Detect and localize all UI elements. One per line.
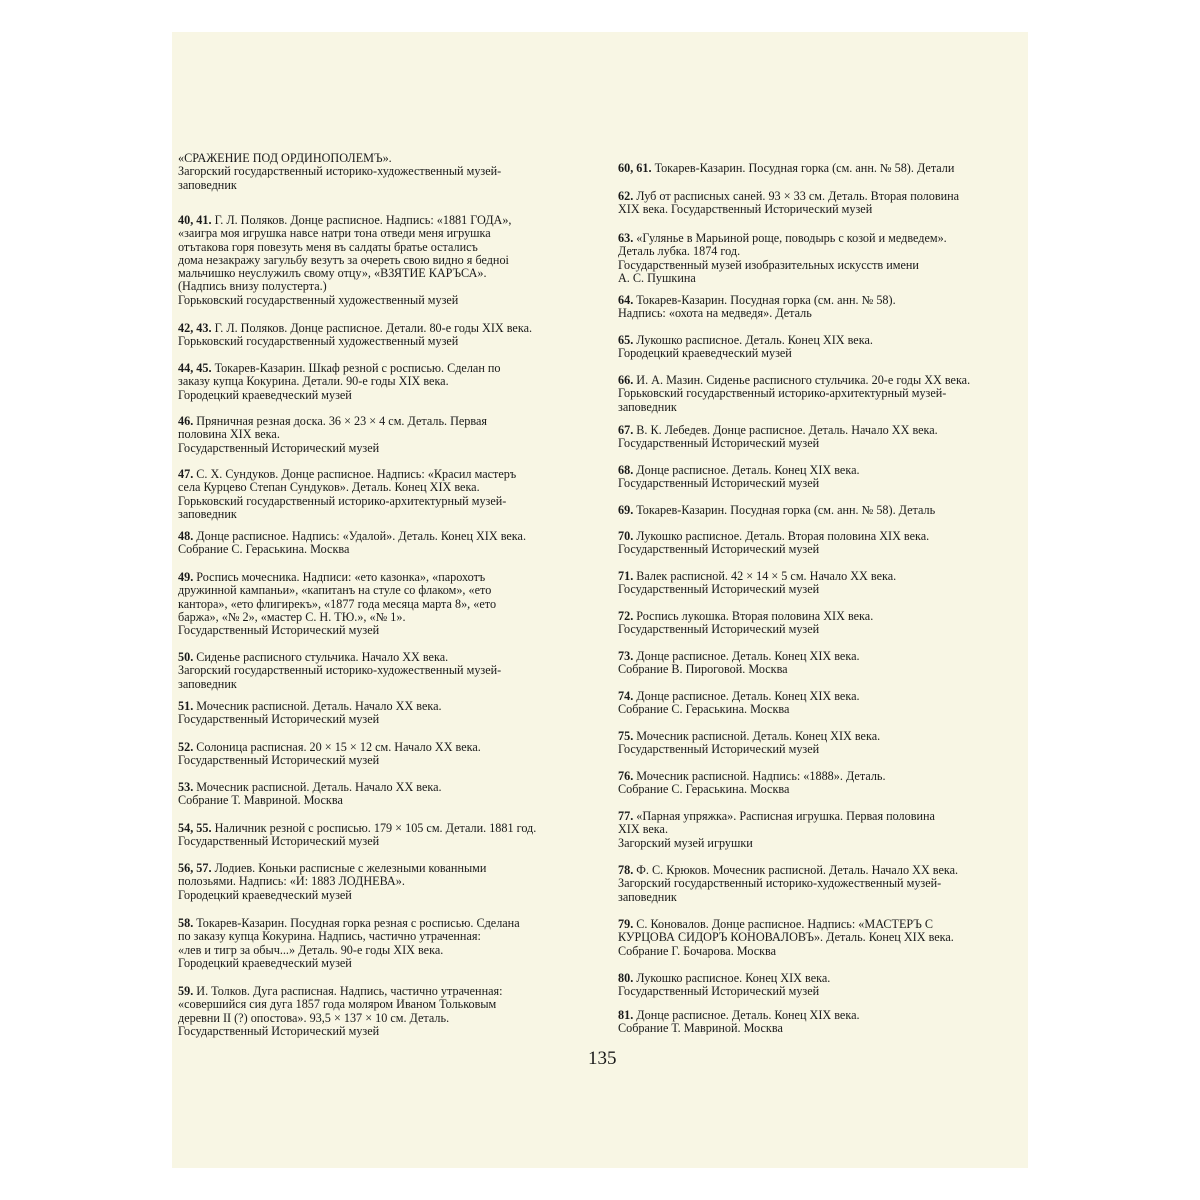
caption-text: Донце расписное. Деталь. Конец XIX века. bbox=[636, 463, 860, 477]
caption-line bbox=[618, 583, 1018, 596]
caption-line bbox=[618, 437, 1018, 450]
caption-line bbox=[178, 611, 578, 624]
caption-text: полозьями. Надпись: «И: 1883 ЛОДНЕВА». bbox=[178, 874, 405, 889]
caption-line bbox=[178, 930, 578, 943]
caption-text: Г. Л. Поляков. Донце расписное. Надпись: «1881 ГОДА», bbox=[214, 213, 512, 227]
caption-text: Загорский музей игрушки bbox=[618, 835, 753, 850]
caption-line bbox=[618, 294, 1018, 307]
caption-entry bbox=[618, 424, 1018, 451]
caption-text: Собрание В. Пироговой. Москва bbox=[618, 662, 788, 677]
caption-text: отътакова горя повезуть меня въ салдаты братье осталисъ bbox=[178, 239, 478, 254]
caption-text: Государственный Исторический музей bbox=[618, 984, 820, 999]
caption-number: 68. bbox=[618, 463, 634, 477]
caption-line bbox=[178, 508, 578, 521]
caption-line bbox=[618, 823, 1018, 836]
caption-entry bbox=[618, 1009, 1018, 1036]
caption-text: «Парная упряжка». Расписная игрушка. Первая половина bbox=[636, 809, 935, 823]
caption-text: И. Толков. Дуга расписная. Надпись, частично утраченная: bbox=[196, 984, 503, 998]
caption-number: 42, 43. bbox=[178, 321, 212, 335]
caption-number: 66. bbox=[618, 373, 634, 387]
caption-text: «заигра моя игрушка навсе натри тона отведи меня игрушка bbox=[178, 226, 491, 241]
caption-line bbox=[618, 504, 1018, 517]
caption-line bbox=[178, 442, 578, 455]
caption-line bbox=[178, 428, 578, 441]
caption-line bbox=[178, 481, 578, 494]
caption-number: 52. bbox=[178, 740, 194, 754]
caption-text: заповедник bbox=[618, 399, 677, 414]
caption-entry bbox=[618, 570, 1018, 597]
caption-line bbox=[618, 272, 1018, 285]
caption-number: 69. bbox=[618, 503, 634, 517]
caption-number: 58. bbox=[178, 916, 194, 930]
caption-text: Государственный Исторический музей bbox=[178, 623, 380, 638]
caption-entry bbox=[178, 530, 578, 557]
caption-line bbox=[618, 570, 1018, 583]
caption-entry bbox=[178, 571, 578, 637]
caption-entry bbox=[178, 362, 578, 402]
caption-text: Горьковский государственный художественный музей bbox=[178, 334, 459, 349]
caption-number: 59. bbox=[178, 984, 194, 998]
caption-number: 50. bbox=[178, 650, 194, 664]
caption-text: баржа», «№ 2», «мастер С. Н. ТЮ.», «№ 1». bbox=[178, 609, 406, 624]
caption-line bbox=[178, 957, 578, 970]
caption-line bbox=[178, 944, 578, 957]
caption-entry bbox=[618, 730, 1018, 757]
caption-text: Донце расписное. Деталь. Конец XIX века. bbox=[636, 1008, 860, 1022]
caption-text: «совершийся сия дуга 1857 года моляром Иваном Тольковым bbox=[178, 997, 497, 1012]
caption-text: А. С. Пушкина bbox=[618, 270, 696, 285]
caption-line bbox=[178, 362, 578, 375]
caption-entry bbox=[618, 650, 1018, 677]
caption-text: заповедник bbox=[178, 676, 237, 691]
caption-entry bbox=[178, 152, 578, 192]
caption-text: Токарев-Казарин. Посудная горка (см. анн. № 58). Деталь bbox=[636, 503, 936, 517]
caption-text: по заказу купца Кокурина. Надпись, частично утраченная: bbox=[178, 929, 481, 944]
caption-text: «СРАЖЕНИЕ ПОД ОРДИНОПОЛЕМЪ». bbox=[178, 151, 392, 165]
caption-text: XIX века. Государственный Исторический музей bbox=[618, 202, 873, 217]
caption-text: Роспись лукошка. Вторая половина XIX века. bbox=[636, 609, 874, 623]
caption-line bbox=[178, 664, 578, 677]
caption-text: Лукошко расписное. Деталь. Конец XIX века. bbox=[636, 333, 873, 347]
caption-line bbox=[618, 162, 1018, 175]
caption-text: Собрание Т. Мавриной. Москва bbox=[618, 1021, 783, 1036]
caption-number: 56, 57. bbox=[178, 861, 212, 875]
caption-number: 63. bbox=[618, 231, 634, 245]
caption-number: 62. bbox=[618, 189, 634, 203]
caption-text: Токарев-Казарин. Посудная горка (см. анн. № 58). bbox=[636, 293, 896, 307]
caption-text: Г. Л. Поляков. Донце расписное. Детали. 80-е годы XIX века. bbox=[214, 321, 533, 335]
caption-text: Государственный Исторический музей bbox=[618, 542, 820, 557]
caption-text: Лодиев. Коньки расписные с железными кованными bbox=[214, 861, 487, 875]
caption-line bbox=[178, 822, 578, 835]
caption-entry bbox=[618, 294, 1018, 321]
caption-line bbox=[178, 1012, 578, 1025]
caption-line bbox=[618, 623, 1018, 636]
caption-line bbox=[618, 703, 1018, 716]
caption-line bbox=[178, 267, 578, 280]
caption-entry bbox=[178, 741, 578, 768]
caption-text: заказу купца Кокурина. Детали. 90-е годы XIX века. bbox=[178, 374, 449, 389]
caption-line bbox=[178, 375, 578, 388]
caption-line bbox=[178, 389, 578, 402]
caption-line bbox=[178, 917, 578, 930]
caption-entry bbox=[618, 190, 1018, 217]
caption-text: Лукошко расписное. Деталь. Вторая половина XIX века. bbox=[636, 529, 930, 543]
caption-text: Пряничная резная доска. 36 × 23 × 4 см. Деталь. Первая bbox=[196, 414, 488, 428]
caption-entry bbox=[178, 985, 578, 1038]
caption-text: дома незакражу загульбу везутъ за очереть свою видно я бедноi bbox=[178, 252, 509, 267]
caption-line bbox=[618, 259, 1018, 272]
caption-line bbox=[618, 530, 1018, 543]
caption-line bbox=[178, 741, 578, 754]
caption-line bbox=[178, 241, 578, 254]
caption-line bbox=[618, 690, 1018, 703]
caption-number: 60, 61. bbox=[618, 161, 652, 175]
caption-text: Государственный Исторический музей bbox=[178, 834, 380, 849]
caption-text: Государственный Исторический музей bbox=[178, 712, 380, 727]
caption-text: половина XIX века. bbox=[178, 427, 280, 442]
caption-line bbox=[618, 190, 1018, 203]
caption-line bbox=[178, 335, 578, 348]
caption-text: Солоница расписная. 20 × 15 × 12 см. Начало XX века. bbox=[196, 740, 481, 754]
caption-line bbox=[178, 543, 578, 556]
caption-text: Мочесник расписной. Деталь. Начало XX века. bbox=[196, 780, 442, 794]
caption-text: Государственный Исторический музей bbox=[618, 622, 820, 637]
caption-line bbox=[618, 374, 1018, 387]
caption-entry bbox=[178, 468, 578, 521]
caption-entry bbox=[178, 415, 578, 455]
caption-entry bbox=[178, 917, 578, 970]
caption-text: Собрание С. Гераськина. Москва bbox=[618, 702, 790, 717]
caption-line bbox=[178, 214, 578, 227]
caption-line bbox=[178, 165, 578, 178]
caption-line bbox=[618, 1009, 1018, 1022]
caption-text: В. К. Лебедев. Донце расписное. Деталь. Начало XX века. bbox=[636, 423, 938, 437]
caption-text: Луб от расписных саней. 93 × 33 см. Деталь. Вторая половина bbox=[636, 189, 960, 203]
caption-number: 53. bbox=[178, 780, 194, 794]
caption-text: «лев и тигр за обыч...» Деталь. 90-е годы XIX века. bbox=[178, 942, 444, 957]
caption-line bbox=[178, 781, 578, 794]
caption-line bbox=[618, 783, 1018, 796]
caption-text: Городецкий краеведческий музей bbox=[178, 387, 352, 402]
caption-line bbox=[618, 985, 1018, 998]
caption-line bbox=[618, 307, 1018, 320]
caption-entry bbox=[618, 232, 1018, 285]
caption-number: 75. bbox=[618, 729, 634, 743]
caption-text: Загорский государственный историко-художественный музей- bbox=[178, 164, 502, 179]
caption-line bbox=[178, 624, 578, 637]
caption-text: Токарев-Казарин. Посудная горка (см. анн. № 58). Детали bbox=[654, 161, 955, 175]
caption-text: XIX века. bbox=[618, 822, 668, 837]
caption-text: кантора», «ето флигирекъ», «1877 года месяца марта 8», «ето bbox=[178, 596, 497, 611]
caption-entry bbox=[618, 770, 1018, 797]
caption-text: Горьковский государственный историко-архитектурный музей- bbox=[618, 386, 947, 401]
caption-text: Государственный Исторический музей bbox=[178, 1023, 380, 1038]
caption-entry bbox=[618, 504, 1018, 517]
caption-line bbox=[618, 770, 1018, 783]
caption-entry bbox=[618, 162, 1018, 175]
caption-text: Сиденье расписного стульчика. Начало XX века. bbox=[196, 650, 449, 664]
caption-entry bbox=[618, 610, 1018, 637]
caption-entry bbox=[618, 464, 1018, 491]
caption-text: Государственный Исторический музей bbox=[178, 753, 380, 768]
caption-line bbox=[618, 891, 1018, 904]
caption-text: (Надпись внизу полустерта.) bbox=[178, 279, 327, 294]
caption-number: 77. bbox=[618, 809, 634, 823]
caption-line bbox=[178, 700, 578, 713]
caption-line bbox=[618, 663, 1018, 676]
caption-number: 81. bbox=[618, 1008, 634, 1022]
caption-entry bbox=[618, 334, 1018, 361]
caption-line bbox=[178, 875, 578, 888]
caption-text: С. Х. Сундуков. Донце расписное. Надпись: «Красил мастеръ bbox=[196, 467, 517, 481]
caption-text: Валек расписной. 42 × 14 × 5 см. Начало XX века. bbox=[636, 569, 897, 583]
caption-line bbox=[178, 227, 578, 240]
caption-line bbox=[618, 203, 1018, 216]
caption-number: 78. bbox=[618, 863, 634, 877]
caption-text: Городецкий краеведческий музей bbox=[178, 955, 352, 970]
caption-entry bbox=[178, 781, 578, 808]
caption-number: 76. bbox=[618, 769, 634, 783]
caption-line bbox=[618, 945, 1018, 958]
caption-number: 70. bbox=[618, 529, 634, 543]
caption-line bbox=[178, 280, 578, 293]
caption-text: Мочесник расписной. Деталь. Конец XIX века. bbox=[636, 729, 881, 743]
caption-number: 80. bbox=[618, 971, 634, 985]
caption-entry bbox=[178, 862, 578, 902]
caption-line bbox=[178, 678, 578, 691]
caption-text: Наличник резной с росписью. 179 × 105 см. Детали. 1881 год. bbox=[214, 821, 537, 835]
caption-number: 44, 45. bbox=[178, 361, 212, 375]
caption-line bbox=[178, 651, 578, 664]
caption-line bbox=[618, 245, 1018, 258]
caption-line bbox=[618, 334, 1018, 347]
page-number: 135 bbox=[588, 1048, 617, 1069]
caption-number: 73. bbox=[618, 649, 634, 663]
caption-number: 51. bbox=[178, 699, 194, 713]
caption-text: Токарев-Казарин. Посудная горка резная с росписью. Сделана bbox=[196, 916, 520, 930]
caption-line bbox=[178, 179, 578, 192]
caption-text: Горьковский государственный историко-архитектурный музей- bbox=[178, 493, 507, 508]
caption-entry bbox=[178, 822, 578, 849]
caption-line bbox=[178, 862, 578, 875]
caption-line bbox=[178, 468, 578, 481]
caption-number: 65. bbox=[618, 333, 634, 347]
caption-line bbox=[618, 610, 1018, 623]
caption-line bbox=[618, 1022, 1018, 1035]
caption-text: Горьковский государственный художественный музей bbox=[178, 292, 459, 307]
caption-line bbox=[618, 477, 1018, 490]
caption-text: Государственный Исторический музей bbox=[178, 440, 380, 455]
caption-line bbox=[178, 584, 578, 597]
caption-text: Мочесник расписной. Деталь. Начало XX века. bbox=[196, 699, 442, 713]
caption-line bbox=[178, 415, 578, 428]
caption-text: Донце расписное. Надпись: «Удалой». Деталь. Конец XIX века. bbox=[196, 529, 527, 543]
caption-entry bbox=[618, 918, 1018, 958]
caption-line bbox=[178, 495, 578, 508]
caption-number: 67. bbox=[618, 423, 634, 437]
caption-line bbox=[618, 232, 1018, 245]
caption-line bbox=[178, 322, 578, 335]
caption-text: Государственный Исторический музей bbox=[618, 476, 820, 491]
caption-line bbox=[178, 713, 578, 726]
caption-line bbox=[618, 401, 1018, 414]
caption-line bbox=[178, 835, 578, 848]
caption-text: Государственный музей изобразительных искусств имени bbox=[618, 257, 919, 272]
caption-entry bbox=[618, 810, 1018, 850]
caption-number: 64. bbox=[618, 293, 634, 307]
caption-text: Собрание С. Гераськина. Москва bbox=[178, 542, 350, 557]
caption-text: Ф. С. Крюков. Мочесник расписной. Деталь. Начало XX века. bbox=[636, 863, 959, 877]
caption-text: Роспись мочесника. Надписи: «ето казонка», «парохотъ bbox=[196, 570, 486, 584]
caption-line bbox=[178, 754, 578, 767]
caption-text: деревни II (?) опостова». 93,5 × 137 × 10 см. Деталь. bbox=[178, 1010, 450, 1025]
caption-text: заповедник bbox=[618, 889, 677, 904]
caption-line bbox=[618, 931, 1018, 944]
caption-text: КУРЦОВА СИДОРЪ КОНОВАЛОВЪ». Деталь. Конец XIX века. bbox=[618, 930, 954, 945]
caption-number: 79. bbox=[618, 917, 634, 931]
caption-line bbox=[618, 543, 1018, 556]
caption-line bbox=[618, 424, 1018, 437]
caption-text: Загорский государственный историко-художественный музей- bbox=[178, 663, 502, 678]
caption-text: Государственный Исторический музей bbox=[618, 436, 820, 451]
caption-line bbox=[618, 743, 1018, 756]
caption-number: 47. bbox=[178, 467, 194, 481]
caption-line bbox=[178, 571, 578, 584]
caption-text: Государственный Исторический музей bbox=[618, 582, 820, 597]
caption-line bbox=[178, 794, 578, 807]
caption-line bbox=[618, 650, 1018, 663]
caption-text: Загорский государственный историко-художественный музей- bbox=[618, 876, 942, 891]
caption-entry bbox=[178, 214, 578, 307]
caption-text: заповедник bbox=[178, 506, 237, 521]
caption-line bbox=[178, 530, 578, 543]
caption-number: 71. bbox=[618, 569, 634, 583]
caption-line bbox=[618, 918, 1018, 931]
caption-number: 74. bbox=[618, 689, 634, 703]
caption-line bbox=[618, 464, 1018, 477]
caption-number: 72. bbox=[618, 609, 634, 623]
caption-text: Собрание Т. Мавриной. Москва bbox=[178, 793, 343, 808]
caption-text: «Гулянье в Марьиной роще, поводырь с козой и медведем». bbox=[636, 231, 947, 245]
caption-text: Собрание С. Гераськина. Москва bbox=[618, 782, 790, 797]
caption-text: Лукошко расписное. Конец XIX века. bbox=[636, 971, 831, 985]
caption-line bbox=[618, 810, 1018, 823]
caption-number: 48. bbox=[178, 529, 194, 543]
caption-line bbox=[178, 889, 578, 902]
caption-line bbox=[178, 294, 578, 307]
caption-entry bbox=[178, 651, 578, 691]
caption-text: Мочесник расписной. Надпись: «1888». Деталь. bbox=[636, 769, 886, 783]
caption-text: мальчишко неуслужилъ свому отцу», «ВЗЯТИЕ КАРЪСА». bbox=[178, 266, 487, 281]
caption-text: И. А. Мазин. Сиденье расписного стульчика. 20-е годы XX века. bbox=[636, 373, 971, 387]
caption-line bbox=[178, 998, 578, 1011]
caption-line bbox=[618, 837, 1018, 850]
caption-number: 46. bbox=[178, 414, 194, 428]
caption-text: Городецкий краеведческий музей bbox=[178, 887, 352, 902]
caption-text: села Курцево Степан Сундуков». Деталь. Конец XIX века. bbox=[178, 480, 480, 495]
caption-line bbox=[178, 598, 578, 611]
caption-entry bbox=[178, 700, 578, 727]
caption-line bbox=[618, 877, 1018, 890]
caption-entry bbox=[618, 374, 1018, 414]
caption-line bbox=[178, 1025, 578, 1038]
caption-entry bbox=[618, 864, 1018, 904]
caption-text: Государственный Исторический музей bbox=[618, 742, 820, 757]
caption-number: 40, 41. bbox=[178, 213, 212, 227]
caption-text: заповедник bbox=[178, 177, 237, 192]
caption-entry bbox=[618, 690, 1018, 717]
caption-number: 49. bbox=[178, 570, 194, 584]
caption-text: дружинной кампаньи», «капитанъ на стуле со флаком», «ето bbox=[178, 583, 492, 598]
caption-line bbox=[178, 254, 578, 267]
caption-text: Надпись: «охота на медведя». Деталь bbox=[618, 306, 812, 321]
caption-line bbox=[618, 972, 1018, 985]
caption-line bbox=[618, 347, 1018, 360]
caption-line bbox=[618, 730, 1018, 743]
caption-text: Деталь лубка. 1874 год. bbox=[618, 244, 741, 259]
caption-text: Собрание Г. Бочарова. Москва bbox=[618, 943, 777, 958]
caption-line bbox=[618, 864, 1018, 877]
caption-text: Донце расписное. Деталь. Конец XIX века. bbox=[636, 649, 860, 663]
caption-text: Городецкий краеведческий музей bbox=[618, 346, 792, 361]
caption-entry bbox=[618, 530, 1018, 557]
caption-line bbox=[178, 985, 578, 998]
caption-line bbox=[618, 387, 1018, 400]
caption-line bbox=[178, 152, 578, 165]
caption-number: 54, 55. bbox=[178, 821, 212, 835]
caption-text: Токарев-Казарин. Шкаф резной с росписью. Сделан по bbox=[214, 361, 501, 375]
caption-entry bbox=[178, 322, 578, 349]
caption-entry bbox=[618, 972, 1018, 999]
caption-text: С. Коновалов. Донце расписное. Надпись: «МАСТЕРЪ С bbox=[636, 917, 933, 931]
caption-text: Донце расписное. Деталь. Конец XIX века. bbox=[636, 689, 860, 703]
